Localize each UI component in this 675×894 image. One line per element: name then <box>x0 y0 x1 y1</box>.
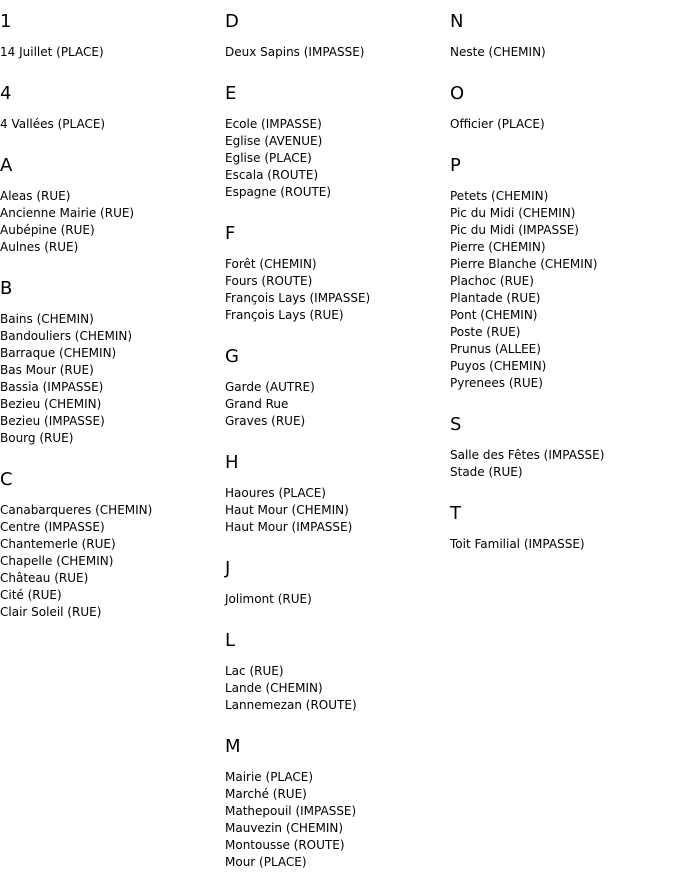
letter-group <box>450 415 604 481</box>
letter-group <box>225 631 370 714</box>
street-entry: Escala (ROUTE) <box>225 168 319 182</box>
street-entry: Neste (CHEMIN) <box>450 45 546 59</box>
street-entry: Haoures (PLACE) <box>225 486 326 500</box>
street-entry: Pic du Midi (IMPASSE) <box>450 223 579 237</box>
street-entry: Ancienne Mairie (RUE) <box>0 206 135 220</box>
letter-group <box>225 453 370 536</box>
street-entry: Bas Mour (RUE) <box>0 363 94 377</box>
street-entry: Clair Soleil (RUE) <box>0 605 102 619</box>
letter-group <box>450 156 604 392</box>
letter-group <box>0 279 152 447</box>
street-entry: Barraque (CHEMIN) <box>0 346 117 360</box>
street-entry: Bezieu (CHEMIN) <box>0 397 102 411</box>
letter-group <box>450 12 604 61</box>
street-entry: Graves (RUE) <box>225 414 306 428</box>
letter-group <box>0 470 152 621</box>
letter-heading: H <box>225 452 239 473</box>
street-entry: Eglise (PLACE) <box>225 151 312 165</box>
street-entry: Stade (RUE) <box>450 465 523 479</box>
street-entry: François Lays (IMPASSE) <box>225 291 371 305</box>
street-entry: Marché (RUE) <box>225 787 307 801</box>
street-entry: Lannemezan (ROUTE) <box>225 698 357 712</box>
street-entry: Lac (RUE) <box>225 664 284 678</box>
letter-group <box>225 84 370 201</box>
letter-group <box>225 224 370 324</box>
letter-heading: 4 <box>0 83 12 104</box>
street-entry: Bandouliers (CHEMIN) <box>0 329 133 343</box>
street-entry: Toit Familial (IMPASSE) <box>450 537 585 551</box>
letter-heading: T <box>450 503 461 524</box>
street-entry: Aleas (RUE) <box>0 189 71 203</box>
street-entry: Poste (RUE) <box>450 325 521 339</box>
letter-heading: O <box>450 83 465 104</box>
street-entry: Mauvezin (CHEMIN) <box>225 821 344 835</box>
street-entry: Garde (AUTRE) <box>225 380 315 394</box>
letter-group <box>225 737 370 871</box>
street-entry: Bains (CHEMIN) <box>0 312 94 326</box>
street-entry: Deux Sapins (IMPASSE) <box>225 45 365 59</box>
street-entry: Bezieu (IMPASSE) <box>0 414 105 428</box>
street-entry: Lande (CHEMIN) <box>225 681 323 695</box>
street-entry: Puyos (CHEMIN) <box>450 359 547 373</box>
letter-group <box>225 559 370 608</box>
letter-heading: E <box>225 83 237 104</box>
street-entry: Mairie (PLACE) <box>225 770 314 784</box>
street-entry: Pyrenees (RUE) <box>450 376 543 390</box>
street-entry: Château (RUE) <box>0 571 89 585</box>
street-entry: Chantemerle (RUE) <box>0 537 116 551</box>
street-entry: Pierre Blanche (CHEMIN) <box>450 257 598 271</box>
street-index-column-1 <box>0 12 152 644</box>
street-entry: Centre (IMPASSE) <box>0 520 105 534</box>
street-entry: Salle des Fêtes (IMPASSE) <box>450 448 605 462</box>
street-entry: Mour (PLACE) <box>225 855 307 869</box>
letter-group <box>450 84 604 133</box>
letter-heading: L <box>225 630 236 651</box>
street-entry: Espagne (ROUTE) <box>225 185 332 199</box>
letter-heading: 1 <box>0 11 12 32</box>
street-entry: Eglise (AVENUE) <box>225 134 323 148</box>
street-entry: Bassia (IMPASSE) <box>0 380 104 394</box>
letter-heading: G <box>225 346 239 367</box>
street-entry: Pont (CHEMIN) <box>450 308 538 322</box>
street-entry: Haut Mour (IMPASSE) <box>225 520 353 534</box>
street-index-column-3 <box>450 12 604 576</box>
letter-heading: M <box>225 736 241 757</box>
letter-group <box>225 12 370 61</box>
street-entry: Pic du Midi (CHEMIN) <box>450 206 576 220</box>
street-entry: Canabarqueres (CHEMIN) <box>0 503 153 517</box>
street-entry: Mathepouil (IMPASSE) <box>225 804 357 818</box>
letter-heading: B <box>0 278 13 299</box>
street-entry: Cité (RUE) <box>0 588 62 602</box>
letter-heading: D <box>225 11 239 32</box>
street-entry: Ecole (IMPASSE) <box>225 117 322 131</box>
letter-heading: C <box>0 469 13 490</box>
letter-group <box>450 504 604 553</box>
street-entry: Chapelle (CHEMIN) <box>0 554 114 568</box>
street-entry: 4 Vallées (PLACE) <box>0 117 106 131</box>
letter-group <box>0 156 152 256</box>
street-entry: Aubépine (RUE) <box>0 223 95 237</box>
street-entry: Jolimont (RUE) <box>225 592 312 606</box>
street-entry: Haut Mour (CHEMIN) <box>225 503 349 517</box>
street-entry: Officier (PLACE) <box>450 117 545 131</box>
letter-group <box>225 347 370 430</box>
street-entry: 14 Juillet (PLACE) <box>0 45 104 59</box>
street-entry: Plachoc (RUE) <box>450 274 534 288</box>
street-entry: Forêt (CHEMIN) <box>225 257 317 271</box>
letter-heading: F <box>225 223 236 244</box>
letter-heading: J <box>225 558 231 579</box>
street-entry: Plantade (RUE) <box>450 291 541 305</box>
street-entry: François Lays (RUE) <box>225 308 344 322</box>
letter-heading: P <box>450 155 461 176</box>
street-index-column-2 <box>225 12 370 894</box>
street-entry: Fours (ROUTE) <box>225 274 313 288</box>
street-entry: Pierre (CHEMIN) <box>450 240 546 254</box>
street-entry: Grand Rue <box>225 397 289 411</box>
letter-heading: A <box>0 155 13 176</box>
street-entry: Montousse (ROUTE) <box>225 838 345 852</box>
letter-heading: N <box>450 11 464 32</box>
street-entry: Bourg (RUE) <box>0 431 74 445</box>
letter-group <box>0 12 152 61</box>
letter-heading: S <box>450 414 462 435</box>
street-entry: Aulnes (RUE) <box>0 240 79 254</box>
street-entry: Petets (CHEMIN) <box>450 189 549 203</box>
letter-group <box>0 84 152 133</box>
street-entry: Prunus (ALLEE) <box>450 342 541 356</box>
